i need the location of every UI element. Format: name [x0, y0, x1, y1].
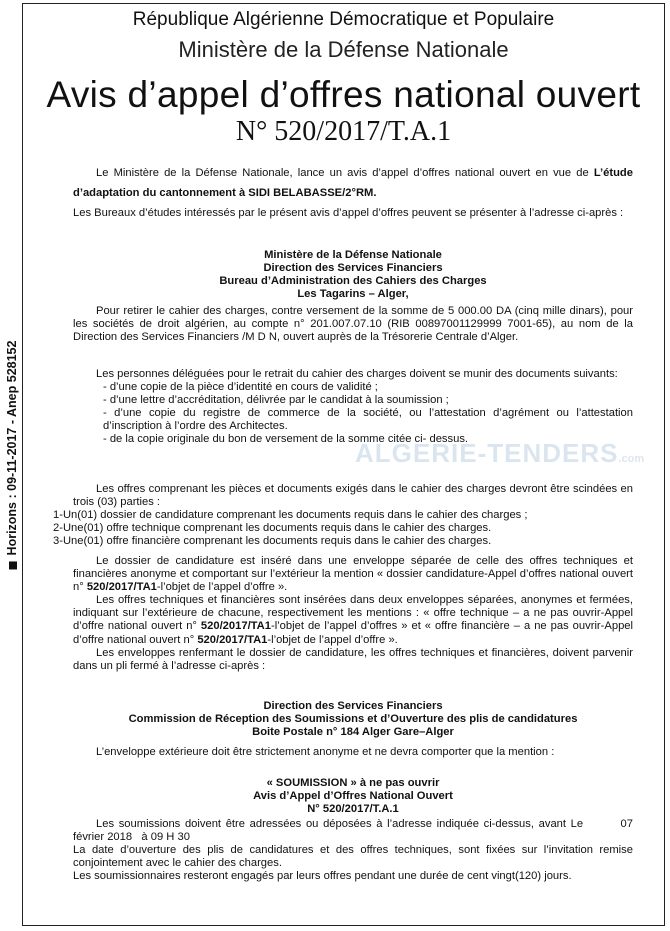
address-line: Ministère de la Défense Nationale: [264, 249, 442, 261]
intro-block: [73, 163, 633, 223]
mention-label-block: [73, 777, 633, 816]
opening-date-paragraph: La date d’ouverture des plis de candidatures et des offres techniques, sont fixées sur l’invitation remise conjointement avec le cahier des charges.: [73, 844, 633, 870]
mention-line: Avis d’Appel d’Offres National Ouvert: [253, 790, 453, 803]
delivery-paragraph: Les enveloppes renfermant le dossier de candidature, les offres techniques et financières, doivent parvenir dans un pli fermé à l’adresse ci-après :: [73, 646, 633, 672]
part-item: 3-Une(01) offre financière comprenant les documents requis dans le cahier des charges.: [53, 535, 492, 548]
validity-paragraph: Les soumissionnaires resteront engagés par leurs offres pendant une durée de cent vingt(120) jours.: [73, 870, 572, 883]
notice-number: N° 520/2017/T.A.1: [235, 116, 452, 147]
offers-envelope-paragraph: Les offres techniques et financières sont insérées dans deux enveloppes séparées, anonymes et fermées, indiquant sur l’extérieure de chacune, respectivement les mentions : « offre technique – a ne pas ouvrir-Appel d’offre national ouvert n° 520/2017/TA1-l’objet de l’appel d’offres » et « offre financière – a ne pas ouvrir-Appel d’offre national ouvert n° 520/2017/TA1-l’objet de l’appel d’offre ».: [73, 594, 633, 646]
document-item: - d’une lettre d’accréditation, délivrée par le candidat à la soumission ;: [103, 394, 449, 407]
ministry-heading: Ministère de la Défense Nationale: [178, 37, 509, 62]
address-line: Direction des Services Financiers: [263, 262, 443, 275]
notice-title: Avis d’appel d’offres national ouvert: [46, 74, 641, 115]
address-line: Direction des Services Financiers: [263, 700, 443, 712]
mention-line: N° 520/2017/T.A.1: [307, 803, 399, 816]
address-line: Commission de Réception des Soumissions et d’Ouverture des plis de candidatures: [128, 713, 578, 726]
address-intro-paragraph: Les Bureaux d’études intéressés par le présent avis d’appel d’offres peuvent se présenter à l’adresse ci-après :: [73, 207, 624, 219]
payment-paragraph: Pour retirer le cahier des charges, contre versement de la somme de 5 000.00 DA (cinq mille dinars), pour les sociétés de droit algérien, au compte n° 201.007.07.10 (RIB 00897001129999 7001-65), au nom de la Direction des Services Financiers /M D N, ouvert auprès de la Trésorerie Centrale d’Alger.: [73, 305, 633, 344]
address-block-commission: [73, 700, 633, 739]
closing-block: [73, 818, 637, 883]
payment-block: [73, 305, 633, 344]
document-item: - d’une copie de la pièce d’identité en cours de validité ;: [103, 381, 378, 394]
publication-reference: Horizons : 09-11-2017 - Anep 528152: [5, 340, 19, 556]
address-block-ministry: [73, 249, 633, 301]
address-line: Les Tagarins – Alger,: [297, 288, 409, 301]
mention-block: [73, 744, 633, 760]
side-label: [1, 300, 23, 610]
document-item: - de la copie originale du bon de versement de la somme citée ci- dessus.: [103, 433, 469, 446]
mention-line: « SOUMISSION » à ne pas ouvrir: [266, 777, 440, 789]
republic-heading: République Algérienne Démocratique et Populaire: [132, 9, 555, 30]
parts-intro: Les offres comprenant les pièces et documents exigés dans le cahier des charges devront être scindées en trois (03) parties :: [73, 483, 633, 509]
square-bullet-icon: [9, 561, 17, 569]
document-item: - d’une copie du registre de commerce de la société, ou l’attestation d’agrément ou l’attestation d’inscription à l’ordre des Architectes.: [103, 407, 633, 433]
documents-block: [73, 368, 633, 447]
address-line: Bureau d’Administration des Cahiers des Charges: [219, 275, 487, 288]
intro-paragraph: Le Ministère de la Défense Nationale, lance un avis d’appel d’offres national ouvert en vue de L’étude d’adaptation du cantonnement à SIDI BELABASSE/2°RM.: [73, 167, 633, 199]
watermark-logo: ALGERIE-TENDERS.com: [355, 438, 645, 468]
address-line: Boite Postale n° 184 Alger Gare–Alger: [252, 726, 454, 739]
documents-intro: Les personnes déléguées pour le retrait du cahier des charges doivent se munir des documents suivants:: [96, 368, 618, 380]
parts-block: [53, 483, 633, 548]
part-item: 2-Une(01) offre technique comprenant les documents requis dans le cahier des charges.: [53, 522, 492, 535]
envelopes-block: [73, 555, 633, 673]
mention-paragraph: L’enveloppe extérieure doit être strictement anonyme et ne devra comporter que la mention :: [96, 746, 555, 758]
part-item: 1-Un(01) dossier de candidature comprenant les documents requis dans le cahier des charges ;: [53, 509, 528, 522]
deadline-paragraph: Les soumissions doivent être adressées ou déposées à l’adresse indiquée ci-dessus, avant Le 07 février 2018 à 09 H 30: [73, 818, 637, 844]
candidature-envelope-paragraph: Le dossier de candidature est inséré dans une enveloppe séparée de celle des offres techniques et financières anonyme et comportant sur l’extérieur la mention « dossier candidature-Appel d’offres national ouvert n° 520/2017/TA1-l’objet de l’appel d’offre ».: [73, 555, 633, 594]
